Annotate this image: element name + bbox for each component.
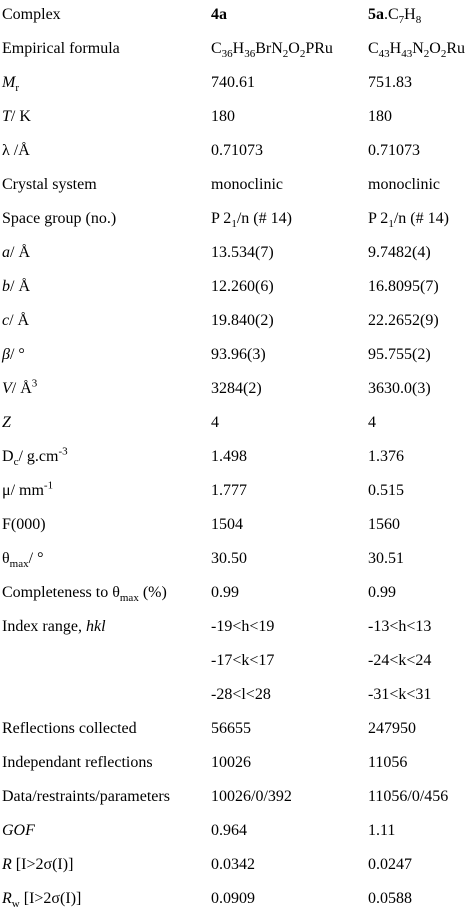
value-5a: 0.99: [368, 584, 396, 601]
value-4a: 12.260(6): [211, 278, 274, 295]
row-label: Z: [2, 414, 11, 431]
value-5a: 16.8095(7): [368, 278, 439, 295]
value-5a: 1.11: [368, 822, 396, 839]
header-col-5a-bold: 5a: [368, 6, 384, 23]
row-label: Crystal system: [2, 176, 97, 193]
row-label: R [I>2σ(I)]: [2, 856, 74, 873]
table-row: [0, 170, 474, 204]
value-4a: 30.50: [211, 550, 247, 567]
table-row: [0, 374, 474, 408]
row-label: Space group (no.): [2, 210, 117, 227]
value-4a: 0.71073: [211, 142, 263, 159]
value-4a: -17<k<17: [211, 652, 275, 669]
value-4a: 1504: [211, 516, 243, 533]
value-5a: 4: [368, 414, 376, 431]
value-5a: 180: [368, 108, 392, 125]
table-row: [0, 238, 474, 272]
table-row: [0, 612, 474, 646]
value-5a: 751.83: [368, 74, 412, 91]
value-4a: 0.0909: [211, 890, 255, 907]
table-row: [0, 136, 474, 170]
value-5a: 1.376: [368, 448, 404, 465]
value-4a: 0.99: [211, 584, 239, 601]
row-label: Completeness to $\theta_{max}$ (%): [2, 584, 167, 605]
value-5a: 11056/0/456: [368, 788, 449, 805]
table-row: [0, 748, 474, 782]
table-row: [0, 850, 474, 884]
row-label: b/ Å: [2, 278, 30, 295]
row-label: $R_w$ [I>2σ(I)]: [2, 890, 82, 911]
header-col-5a-rest: $.C_7H_8$: [384, 6, 422, 27]
row-label: GOF: [2, 822, 35, 839]
value-5a: 0.515: [368, 482, 404, 499]
table-row: [0, 68, 474, 102]
row-label: Index range, hkl: [2, 618, 106, 635]
table-row: [0, 714, 474, 748]
value-4a: $C_{36}H_{36}BrN_2O_2PRu$: [211, 40, 333, 61]
value-5a: 0.71073: [368, 142, 420, 159]
table-row: [0, 816, 474, 850]
row-label: $\theta_{max}/$ °: [2, 550, 44, 571]
value-4a: 0.0342: [211, 856, 255, 873]
value-5a: $C_{43}H_{43}N_2O_2Ru$: [368, 40, 466, 61]
row-label: c/ Å: [2, 312, 30, 329]
row-label: V/ $Å^3$: [2, 377, 38, 397]
value-4a: 740.61: [211, 74, 255, 91]
table-row: [0, 578, 474, 612]
table-row: [0, 306, 474, 340]
value-4a: 3284(2): [211, 380, 262, 397]
value-5a: 11056: [368, 754, 408, 771]
value-5a: 1560: [368, 516, 400, 533]
row-label: a/ Å: [2, 244, 30, 261]
table-row: [0, 782, 474, 816]
row-label: μ/ $mm^{-1}$: [2, 479, 54, 499]
value-5a: 3630.0(3): [368, 380, 431, 397]
table-row: [0, 34, 474, 68]
value-5a: monoclinic: [368, 176, 440, 193]
value-4a: monoclinic: [211, 176, 283, 193]
value-5a: P $2_1/n$ (# 14): [368, 210, 449, 231]
row-label: T/ K: [2, 108, 31, 125]
header-col-5a: [368, 0, 421, 30]
value-5a: 247950: [368, 720, 416, 737]
value-4a: -19<h<19: [211, 618, 275, 635]
row-label: $D_c/$ $g.cm^{-3}$: [2, 445, 68, 469]
value-4a: 1.777: [211, 482, 247, 499]
value-5a: -24<k<24: [368, 652, 432, 669]
value-4a: 19.840(2): [211, 312, 274, 329]
row-label: Independant reflections: [2, 754, 153, 771]
row-label: F(000): [2, 516, 46, 533]
row-label: Reflections collected: [2, 720, 137, 737]
row-label: β/ °: [2, 346, 25, 363]
value-5a: 30.51: [368, 550, 404, 567]
value-4a: 180: [211, 108, 235, 125]
header-col-4a: 4a: [211, 6, 227, 23]
row-label: Data/restraints/parameters: [2, 788, 170, 805]
table-row: [0, 544, 474, 578]
value-5a: 22.2652(9): [368, 312, 439, 329]
row-label: λ /Å: [2, 142, 30, 159]
value-5a: -31<k<31: [368, 686, 432, 703]
table-row: [0, 646, 474, 680]
table-row: [0, 408, 474, 442]
value-5a: 95.755(2): [368, 346, 431, 363]
table-row: [0, 102, 474, 136]
table-row: [0, 510, 474, 544]
value-4a: 0.964: [211, 822, 247, 839]
table-header-row: [0, 0, 474, 34]
value-4a: 93.96(3): [211, 346, 266, 363]
header-label: Complex: [2, 6, 61, 23]
row-label: $M_r$: [2, 74, 19, 95]
value-5a: 9.7482(4): [368, 244, 431, 261]
table-row: [0, 476, 474, 510]
value-4a: 1.498: [211, 448, 247, 465]
value-4a: 10026/0/392: [211, 788, 292, 805]
table-row: [0, 204, 474, 238]
table-row: [0, 442, 474, 476]
value-5a: -13<h<13: [368, 618, 432, 635]
table-row: [0, 884, 474, 918]
value-4a: 10026: [211, 754, 251, 771]
value-4a: 13.534(7): [211, 244, 274, 261]
value-4a: -28<l<28: [211, 686, 271, 703]
value-4a: 4: [211, 414, 219, 431]
row-label: Empirical formula: [2, 40, 120, 57]
table-row: [0, 680, 474, 714]
value-4a: P $2_1/n$ (# 14): [211, 210, 292, 231]
value-4a: 56655: [211, 720, 251, 737]
value-5a: 0.0247: [368, 856, 412, 873]
table-row: [0, 340, 474, 374]
table-row: [0, 272, 474, 306]
value-5a: 0.0588: [368, 890, 412, 907]
